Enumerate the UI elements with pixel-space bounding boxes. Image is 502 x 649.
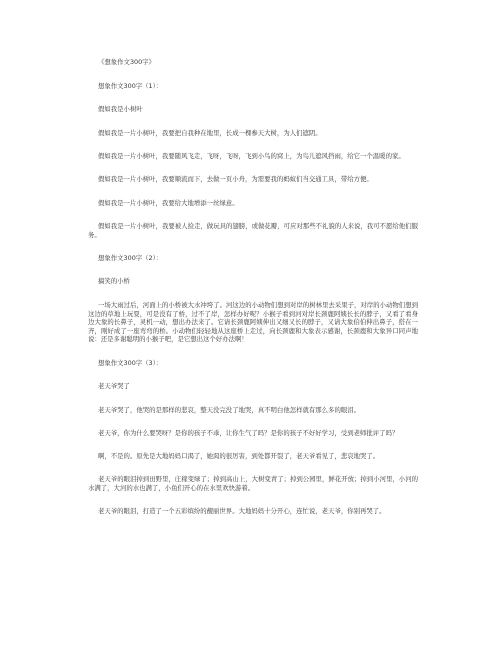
story-title-3: 老天爷哭了 — [98, 382, 130, 391]
paragraph: 假如我是一片小树叶，我要被人捡走，做玩具的翅膀，或做花瓣，可应对那些不礼貌的人来说，我可不愿给他们服务。 — [88, 222, 418, 239]
paragraph: 啊，不是的。原先是大地妈妈口渴了，她渴的很厉害，到处都开裂了，老天爷看见了，悲哀地哭了。 — [98, 451, 380, 460]
section-heading-3: 想象作文300字（3）： — [98, 358, 163, 367]
story-title-1: 假如我是小树叶 — [98, 105, 143, 114]
paragraph: 老天爷，你为什么要哭呀？是你的孩子不乖，让你生气了吗？是你的孩子不好好学习，受到老师批评了吗？ — [98, 428, 399, 437]
section-heading-1: 想象作文300字（1）： — [98, 81, 163, 90]
section-heading-2: 想象作文300字（2）： — [98, 253, 163, 262]
paragraph: 老天爷的眼泪掉到田野里，庄稼变绿了；掉到高山上，大树变青了；掉到公园里，鲜花开放；掉到小河里，小河的水满了，大河的水也满了，小鱼们开心的在水里欢快游着。 — [88, 474, 418, 492]
paragraph: 假如我是一片小树叶，我要把自我种在地里，长成一棵参天大树，为人们遮阴。 — [98, 128, 322, 137]
paragraph: 老天爷哭了，他哭的是那样的悲哀，整天没完没了地哭，真不明白他怎样就有那么多的眼泪。 — [98, 405, 361, 414]
paragraph: 假如我是一片小树叶，我要给大地增添一丝绿意。 — [98, 198, 239, 207]
paragraph: 一场大雨过后，河面上的小桥被大水冲垮了。河这边的小动物们想到对岸的树林里去采果子，对岸的小动物们想到这边的草地上玩耍，可是没有了桥，过不了岸，怎样办好呢？小猴子看到河对岸长颈鹿阿姨长长的脖子，又看了看身边大象的长鼻子，灵机一动，想出办法来了。它请长颈鹿阿姨伸出又细又长的脖子，又请大象伯伯伸出鼻子，搭在一齐，刚好成了一座弯弯的桥。小动物们轻轻地从这座桥上走过，向长颈鹿和大象表示感谢，长颈鹿和大象异口同声地说：还是多谢聪明的小猴子吧，是它想出这个好办法啊！ — [88, 301, 418, 344]
document-page — [88, 58, 418, 530]
paragraph: 假如我是一片小树叶，我要随风飞走，飞呀，飞呀，飞到小鸟的窝上，为鸟儿遮风挡雨，给它一个温暖的家。 — [98, 152, 405, 161]
document-title: 《想象作文300字》 — [98, 58, 155, 66]
paragraph: 假如我是一片小树叶，我要顺流而下，去做一页小舟，为需要我的蚂蚁们当交通工具，带给方便。 — [98, 175, 373, 184]
story-title-2: 搞笑的小桥 — [98, 277, 130, 286]
paragraph: 老天爷的眼泪，打造了一个五彩缤纷的靓丽世界。大地妈妈十分开心，连忙说，老天爷，你别再哭了。 — [98, 506, 386, 515]
